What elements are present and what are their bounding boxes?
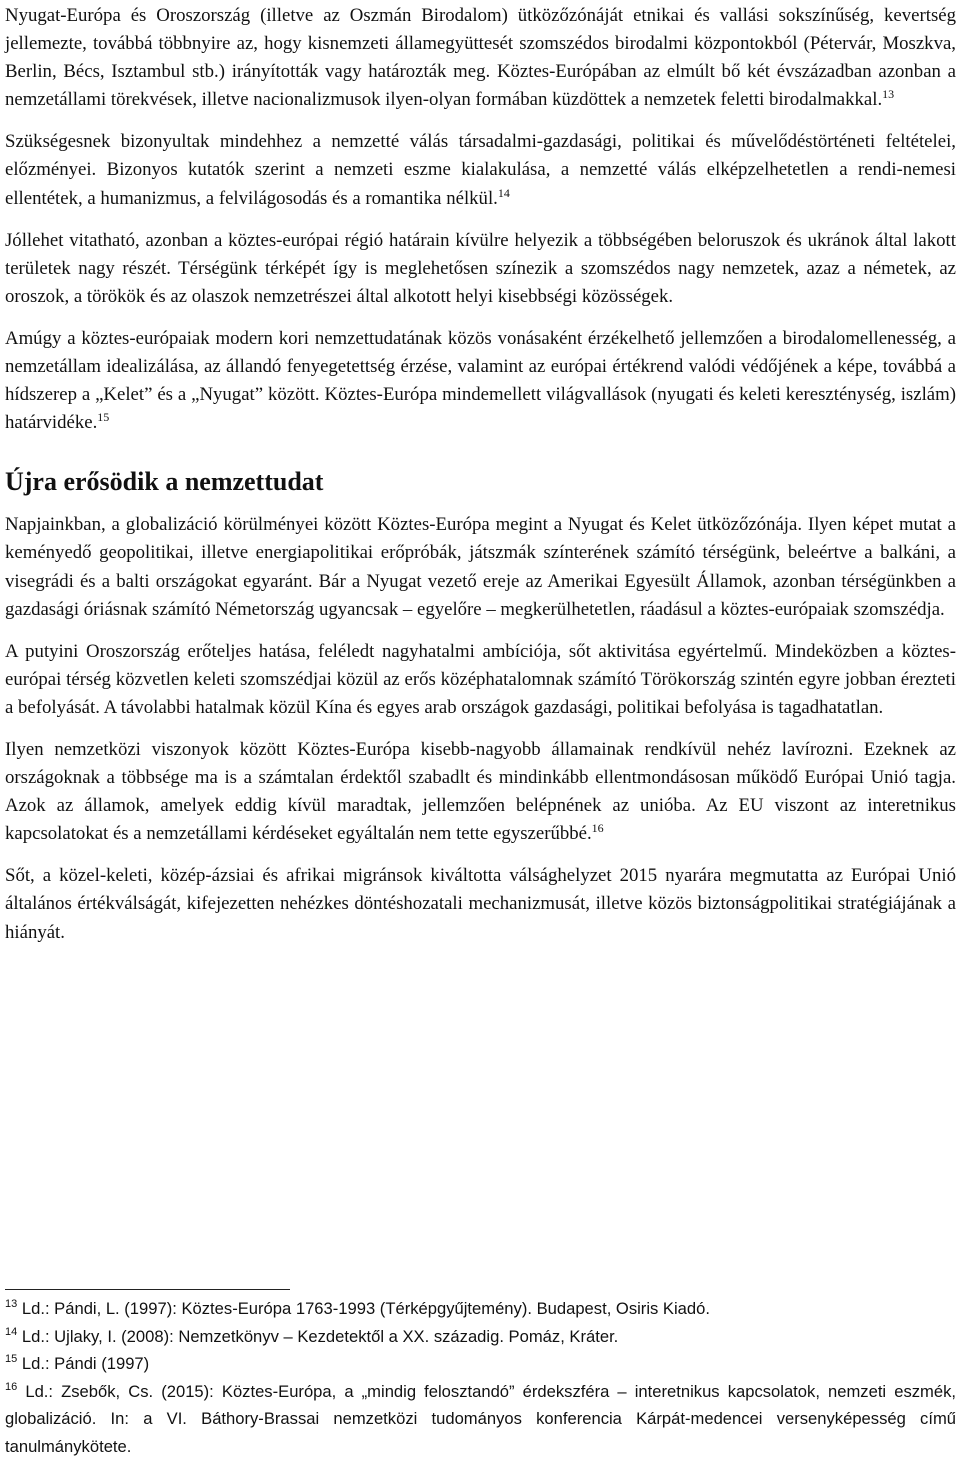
footnote-ref[interactable]: 14 xyxy=(497,185,510,200)
footnote-item: $^{15}$ Ld.: Pándi (1997) xyxy=(5,1353,150,1373)
footnote-ref[interactable]: 15 xyxy=(97,410,110,425)
footnote-number: 13 xyxy=(5,1298,18,1310)
body-paragraph: Ilyen nemzetközi viszonyok között Köztes-Európa kisebb-nagyobb államainak rendkívül nehéz lavírozni. Ezeknek az országoknak a többsége ma is a számtalan érdektől szabadlt és mindinkább ellentmondásosan működő Európai Unió tagja. Azok az államok, amelyek eddig kívül maradtak, jellemzően belépnének az unióba. Az EU viszont az interetnikus kapcsolatokat és a nemzetállami kérdéseket egyáltalán nem tette egyszerűbbé.$^{16}$ xyxy=(5,738,956,845)
footnotes xyxy=(5,1295,956,1460)
footnote-separator xyxy=(5,1289,290,1290)
body-paragraph: Napjainkban, a globalizáció körülményei között Köztes-Európa megint a Nyugat és Kelet ütközőzónája. Ilyen képet mutat a keményedő geopolitikai, illetve energiapolitikai erőpróbák, játszmák színterének számító térségünk, beleértve a balkáni, a visegrádi és a balti országokat egyaránt. Bár a Nyugat vezető ereje az Amerikai Egyesült Államok, azonban térségünkben a gazdasági óriásnak számító Németország ugyancsak – egyelőre – megkerülhetetlen, ráadásul a köztes-európaiak szomszédja. xyxy=(5,514,956,620)
footnote-ref[interactable]: 16 xyxy=(591,821,604,836)
body-paragraph: Sőt, a közel-keleti, közép-ázsiai és afrikai migránsok kiváltotta válsághelyzet 2015 nyarára megmutatta az Európai Unió általános értékválságát, kifejezetten nehézkes döntéshozatali mechanizmusát, illetve közös biztonságpolitikai stratégiájának a hiányát. xyxy=(5,865,956,943)
footnote-item: $^{16}$ Ld.: Zsebők, Cs. (2015): Köztes-Európa, a „mindig felosztandó” érdekszféra – interetnikus kapcsolatok, nemzeti eszmék, globalizáció. In: a VI. Báthory-Brassai nemzetközi tudományos konferencia Kárpát-medencei versenyképesség című tanulmánykötete. xyxy=(5,1380,956,1456)
section-heading: Újra erősödik a nemzettudat xyxy=(5,467,324,497)
body-paragraph: Nyugat-Európa és Oroszország (illetve az Oszmán Birodalom) ütközőzónáját etnikai és vallási sokszínűség, kevertség jellemezte, továbbá többnyire az, hogy kisnemzeti államegyüttesét szomszédos birodalmi központokból (Pétervár, Moszkva, Berlin, Bécs, Isztambul stb.) irányították vagy határozták meg. Köztes-Európában az elmúlt bő két évszázadban azonban a nemzetállami törekvések, illetve nacionalizmusok ilyen-olyan formában küzdöttek a nemzetek feletti birodalmakkal.$^{13}$ xyxy=(5,5,956,111)
footnote-item: $^{13}$ Ld.: Pándi, L. (1997): Köztes-Európa 1763-1993 (Térképgyűjtemény). Budapest, Osiris Kiadó. xyxy=(5,1298,710,1318)
footnote-ref[interactable]: 13 xyxy=(882,87,895,102)
body-paragraph: Jóllehet vitatható, azonban a köztes-európai régió határain kívülre helyezik a többségében beloruszok és ukránok által lakott területek nagy részét. Térségünk térképét így is meglehetősen színezik a szomszédos nagy nemzetek, azaz a németek, az oroszok, a törökök és az olaszok nemzetrészei által alkotott helyi kisebbségi közösségek. xyxy=(5,229,956,307)
body-paragraph: Szükségesnek bizonyultak mindehhez a nemzetté válás társadalmi-gazdasági, politikai és művelődéstörténeti feltételei, előzményei. Bizonyos kutatók szerint a nemzeti eszme kialakulása, a nemzetté válás elképzelhetetlen a rendi-nemesi ellentétek, a humanizmus, a felvilágosodás és a romantika nélkül.$^{14}$ xyxy=(5,131,956,209)
footnote-number: 16 xyxy=(5,1380,18,1393)
footnote-number: 15 xyxy=(5,1353,18,1365)
body-paragraph: A putyini Oroszország erőteljes hatása, feléledt nagyhatalmi ambíciója, sőt aktivitása egyértelmű. Mindeközben a köztes-európai térség közvetlen keleti szomszédjai közül az erős középhatalomnak számító Törökország szintén egyre jobban érezteti a befolyását. A távolabbi hatalmak közül Kína és egyes arab országok gazdasági, politikai befolyása is tagadhatatlan. xyxy=(5,640,956,718)
body-paragraph: Amúgy a köztes-európaiak modern kori nemzettudatának közös vonásaként érzékelhető jellemzően a birodalomellenesség, a nemzetállam idealizálása, az állandó fenyegetettség érzése, valamint az európai értékrend valódi védőjének a képe, továbbá a hídszerep a „Kelet” és a „Nyugat” között. Köztes-Európa mindemellett világvallások (nyugati és keleti kereszténység, iszlám) határvidéke.$^{15}$ xyxy=(5,327,956,434)
footnote-number: 14 xyxy=(5,1325,18,1338)
footnote-item: $^{14}$ Ld.: Ujlaky, I. (2008): Nemzetkönyv – Kezdetektől a XX. századig. Pomáz, Kráter. xyxy=(5,1325,619,1346)
